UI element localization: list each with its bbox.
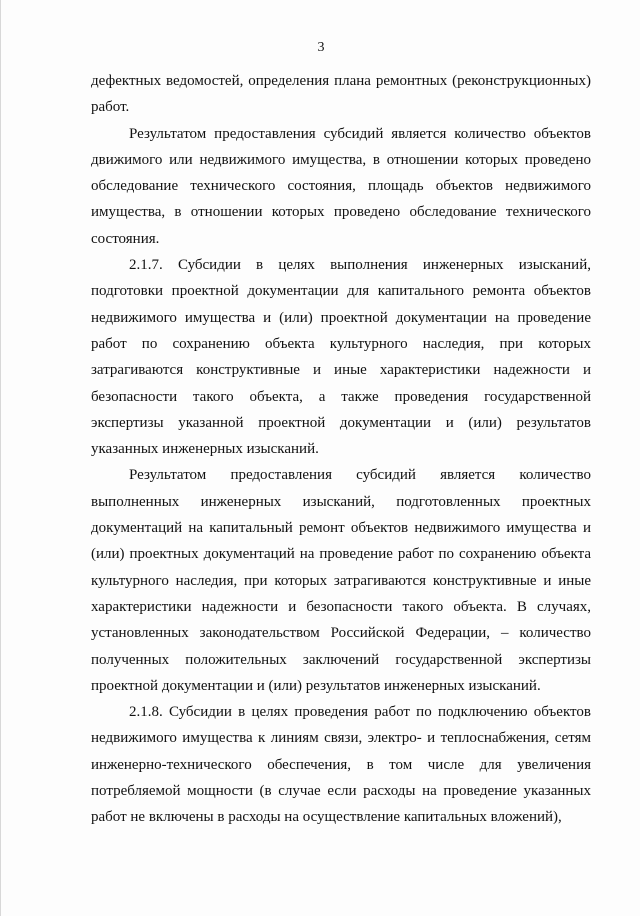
paragraph-inspection-result: Результатом предоставления субсидий является количество объектов движимого или недвижимого имущества, в отношении которых проведено обследование технического состояния, площадь объектов недвижимого имущества, в отношении которых проведено обследование технического состояния. (91, 125, 591, 247)
paragraph-2-1-7: 2.1.7. Субсидии в целях выполнения инженерных изысканий, подготовки проектной документации для капитального ремонта объектов недвижимого имущества и (или) проектной документации на проведение работ по сохранению объекта культурного наследия, при которых затрагиваются конструктивные и иные характеристики надежности и безопасности такого объекта, а также проведения государственной экспертизы указанной проектной документации и (или) результатов указанных инженерных изысканий. (91, 257, 591, 458)
paragraph-engineering-result: Результатом предоставления субсидий является количество выполненных инженерных изысканий, подготовленных проектных документаций на капитальный ремонт объектов недвижимого имущества и (или) проектных документаций на проведение работ по сохранению объекта культурного наследия, при которых затрагиваются конструктивные и иные характеристики надежности и безопасности такого объекта. В случаях, установленных законодательством Российской Федерации, – количество полученных положительных заключений государственной экспертизы проектной документации и (или) результатов инженерных изысканий. (91, 467, 591, 694)
paragraph-continuation: дефектных ведомостей, определения плана ремонтных (реконструкционных) работ. (91, 73, 591, 116)
paragraph-2-1-8: 2.1.8. Субсидии в целях проведения работ по подключению объектов недвижимого имущества к линиям связи, электро- и теплоснабжения, сетям инженерно-технического обеспечения, в том числе для увеличения потребляемой мощности (в случае если расходы на проведение указанных работ не включены в расходы на осуществление капитальных вложений), (91, 704, 591, 826)
page-number: 3 (317, 40, 325, 55)
document-body (91, 68, 591, 831)
